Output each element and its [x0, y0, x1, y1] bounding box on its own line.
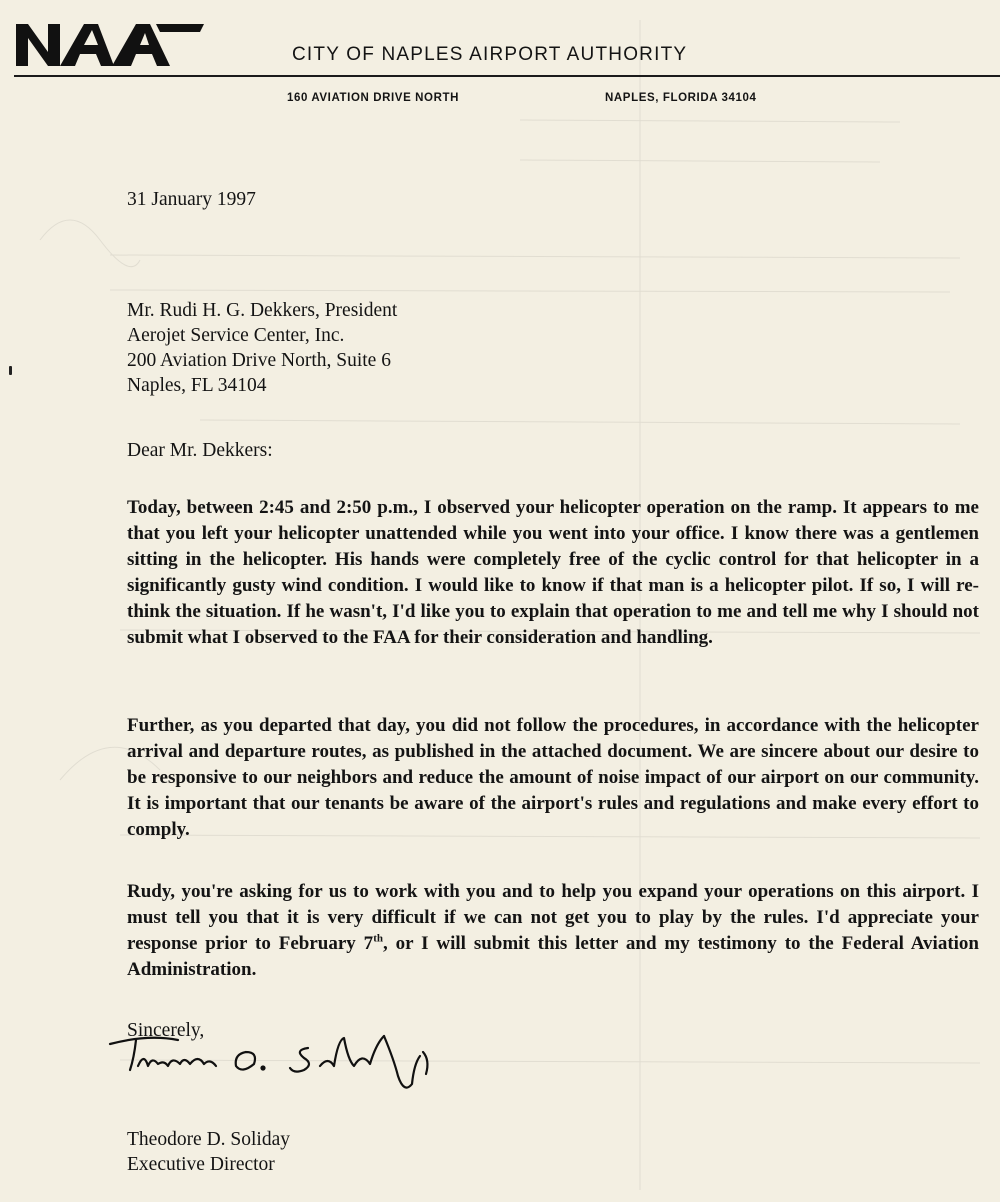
body-paragraph-1: Today, between 2:45 and 2:50 p.m., I observed your helicopter operation on the ramp. It appears to me that you left your helicopter unattended while you went into your office. I know there was a gentlemen sitting in the helicopter. His hands were completely free of the cyclic control for that helicopter in a significantly gusty wind condition. I would like to know if that man is a helicopter pilot. If so, I will re-think the situation. If he wasn't, I'd like you to explain that operation to me and tell me why I should not submit what I observed to the FAA for their consideration and handling. — [127, 497, 979, 648]
handwritten-signature — [108, 1030, 448, 1100]
letter-date: 31 January 1997 — [127, 189, 256, 210]
salutation: Dear Mr. Dekkers: — [127, 440, 273, 461]
margin-mark — [9, 366, 12, 375]
recipient-address — [127, 298, 397, 398]
authority-city: NAPLES, FLORIDA 34104 — [605, 92, 757, 104]
paragraph-3-text: Rudy, you're asking for us to work with you and to help you expand your operations on this airport. I must tell you that it is very difficult if we can not get you to play by the rules. I'd appreciate your response prior to February 7 — [127, 881, 979, 954]
signer-title: Executive Director — [127, 1154, 275, 1175]
recipient-street: 200 Aviation Drive North, Suite 6 — [127, 350, 391, 371]
body-paragraph-3 — [127, 879, 979, 983]
authority-name: CITY OF NAPLES AIRPORT AUTHORITY — [292, 44, 688, 65]
signer-name: Theodore D. Soliday — [127, 1129, 291, 1150]
ordinal-suffix: th — [373, 932, 383, 945]
letterhead-rule — [14, 75, 1000, 77]
recipient-city: Naples, FL 34104 — [127, 375, 267, 396]
authority-street: 160 AVIATION DRIVE NORTH — [287, 92, 460, 104]
recipient-name: Mr. Rudi H. G. Dekkers, President — [127, 300, 398, 321]
naa-logo — [14, 18, 204, 68]
signer-block — [127, 1127, 290, 1177]
paragraph-3-text-end: , or I will submit this letter and my testimony to the Federal Aviation Administration. — [127, 933, 979, 980]
body-paragraph-2: Further, as you departed that day, you did not follow the procedures, in accordance with the helicopter arrival and departure routes, as published in the attached document. We are sincere about our desire to be responsive to our neighbors and reduce the amount of noise impact of our airport on our community. It is important that our tenants be aware of the airport's rules and regulations and make every effort to comply. — [127, 715, 979, 840]
recipient-company: Aerojet Service Center, Inc. — [127, 325, 345, 346]
closing: Sincerely, — [127, 1020, 205, 1041]
